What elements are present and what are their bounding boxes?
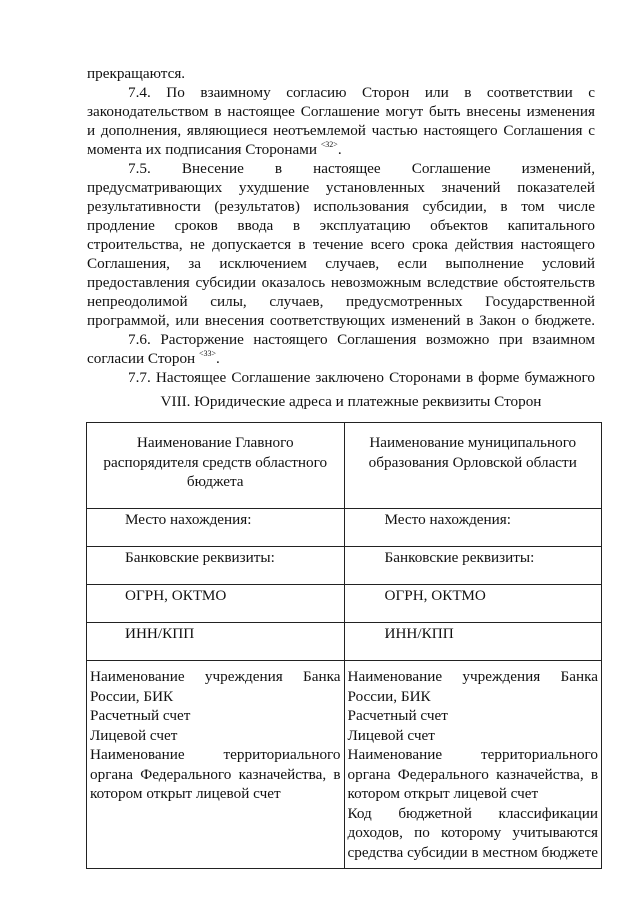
body-line-2: 7.4. По взаимному согласию Сторон или в соответствии с [128, 84, 595, 101]
period: . [337, 141, 342, 158]
bank-right-line: доходов, по которому учитываются [347, 824, 598, 841]
footnote-ref-33: <33> [198, 349, 217, 358]
bank-left-line: Наименование учреждения Банка [90, 668, 341, 685]
ogrn-oktmo-left: ОГРН, ОКТМО [87, 585, 345, 623]
bank-requisites-left: Банковские реквизиты: [87, 547, 345, 585]
body-line-15: 7.6. Расторжение настоящего Соглашения возможно при взаимном [128, 331, 595, 348]
body-line-17: 7.7. Настоящее Соглашение заключено Сторонами в форме бумажного [128, 369, 595, 386]
bank-details-left [87, 661, 345, 869]
bank-right-line: России, БИК [347, 687, 431, 705]
table-row [87, 547, 602, 585]
body-line-7: предусматривающих ухудшение установленных значений показателей [87, 179, 595, 196]
table-header-row [87, 423, 602, 509]
requisites-table [86, 422, 602, 869]
bank-right-line: Наименование учреждения Банка [347, 668, 598, 685]
body-line-1: прекращаются. [87, 65, 186, 82]
bank-requisites-right: Банковские реквизиты: [344, 547, 602, 585]
body-line-9: продление сроков ввода в эксплуатацию объектов капитального [87, 217, 595, 234]
inn-kpp-left: ИНН/КПП [87, 623, 345, 661]
body-line-8: результативности (результатов) использования субсидии, в том числе [87, 198, 595, 215]
inn-kpp-right: ИНН/КПП [344, 623, 602, 661]
header-right-cell [344, 423, 602, 509]
body-line-5 [87, 140, 595, 159]
body-line-11: Соглашения, за исключением случаев, если выполнение условий [87, 255, 595, 272]
body-line-4: и дополнения, являющиеся неотъемлемой частью настоящего Соглашения с [87, 122, 595, 139]
bank-left-line: России, БИК [90, 687, 174, 705]
period: . [216, 350, 220, 367]
body-line-16 [87, 349, 595, 368]
footnote-ref-32: <32> [320, 140, 338, 149]
bank-right-line: котором открыт лицевой счет [347, 785, 539, 802]
body-line-14: программой, или внесения соответствующих изменений в Закон о бюджете. [87, 312, 595, 329]
body-line-12: предоставления субсидии оказалось невозможным вследствие обстоятельств [87, 274, 595, 291]
body-line-13: непреодолимой силы, случаев, предусмотренных Государственной [87, 293, 595, 310]
section-title: VIII. Юридические адреса и платежные реквизиты Сторон [160, 393, 542, 410]
bank-left-line: котором открыт лицевой счет [90, 785, 281, 802]
bank-left-line: Расчетный счет [90, 707, 191, 724]
header-left-line-2: распорядителя средств областного [103, 453, 328, 471]
bank-details-right [344, 661, 602, 869]
header-left-cell [87, 423, 345, 509]
location-left: Место нахождения: [87, 509, 345, 547]
bank-left-line: Наименование территориального [90, 746, 341, 763]
ogrn-oktmo-right: ОГРН, ОКТМО [344, 585, 602, 623]
body-line-6: 7.5. Внесение в настоящее Соглашение изменений, [128, 160, 595, 177]
table-row-bank-details [87, 661, 602, 869]
bank-right-line: Расчетный счет [347, 707, 448, 724]
bank-left-line: органа Федерального казначейства, в [90, 765, 341, 783]
table-row [87, 623, 602, 661]
body-line-10: строительства, не допускается в течение всего срока действия настоящего [87, 236, 595, 253]
header-left-line-3: бюджета [186, 473, 244, 490]
table-row [87, 509, 602, 547]
header-right-line-1: Наименование муниципального [369, 434, 577, 451]
bank-right-line: органа Федерального казначейства, в [347, 765, 598, 783]
header-left-line-1: Наименование Главного [136, 434, 294, 451]
bank-right-line: Лицевой счет [347, 726, 435, 744]
body-line-3: законодательством в настоящее Соглашение могут быть внесены изменения [87, 103, 595, 120]
bank-right-line: средства субсидии в местном бюджете [347, 843, 598, 861]
body-line-5-text: момента их подписания Сторонами [87, 141, 317, 158]
bank-left-line: Лицевой счет [90, 726, 178, 744]
location-right: Место нахождения: [344, 509, 602, 547]
header-right-line-2: образования Орловской области [368, 453, 577, 471]
table-row [87, 585, 602, 623]
body-line-16-text: согласии Сторон [87, 350, 196, 367]
bank-right-line: Код бюджетной классификации [347, 804, 598, 822]
bank-right-line: Наименование территориального [347, 746, 598, 763]
